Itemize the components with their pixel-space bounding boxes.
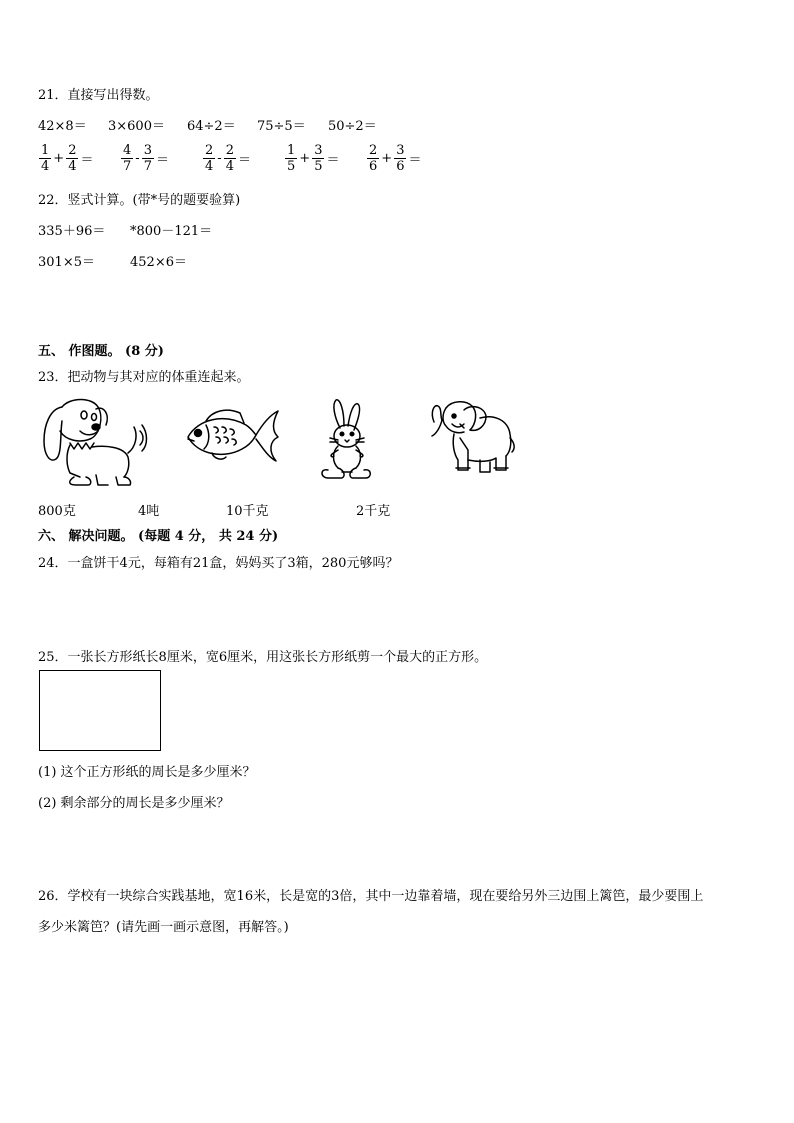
fraction: $\frac{2}{4}$ xyxy=(205,142,214,174)
operator: - xyxy=(217,150,222,166)
rabbit-icon xyxy=(316,398,376,480)
q21-expr-2: 3×600＝ xyxy=(108,119,165,134)
operator: + xyxy=(299,150,311,166)
dog-icon xyxy=(40,395,148,487)
q21-expr-4: 75÷5＝ xyxy=(257,119,306,134)
q22-title: 22．竖式计算。(带*号的题要验算) xyxy=(38,193,241,208)
fraction-expression xyxy=(202,140,252,176)
equals-sign: ＝ xyxy=(237,152,251,168)
weight-label: 800克 xyxy=(38,504,76,519)
operator: + xyxy=(381,150,393,166)
equals-sign: ＝ xyxy=(80,152,94,168)
q26-text-line-2: 多少米篱笆？(请先画一画示意图，再解答。) xyxy=(38,920,289,935)
q21-expr-1: 42×8＝ xyxy=(38,119,87,134)
q25-sub-question-1: (1) 这个正方形纸的周长是多少厘米？ xyxy=(38,765,256,780)
q23-title: 23．把动物与其对应的体重连起来。 xyxy=(38,370,250,385)
operator: - xyxy=(135,150,140,166)
q25-sub-question-2: (2) 剩余部分的周长是多少厘米？ xyxy=(38,796,230,811)
q21-expr-3: 64÷2＝ xyxy=(187,119,236,134)
fraction: $\frac{3}{6}$ xyxy=(396,142,405,174)
weight-label: 4吨 xyxy=(138,504,160,519)
section-5-heading: 五、 作图题。 (8 分) xyxy=(38,344,164,359)
fraction: $\frac{1}{4}$ xyxy=(41,142,50,174)
fraction: $\frac{2}{6}$ xyxy=(369,142,378,174)
rectangle-paper-figure xyxy=(39,670,161,751)
equals-sign: ＝ xyxy=(326,152,340,168)
q26-text-line-1: 26．学校有一块综合实践基地，宽16米，长是宽的3倍，其中一边靠着墙，现在要给另外三边围上篱笆，最少要围上 xyxy=(38,889,704,904)
fraction: $\frac{1}{5}$ xyxy=(287,142,296,174)
q24-text: 24．一盒饼干4元，每箱有21盒，妈妈买了3箱，280元够吗？ xyxy=(38,556,399,571)
elephant-icon xyxy=(424,398,516,478)
fraction: $\frac{3}{7}$ xyxy=(143,142,152,174)
q25-text: 25．一张长方形纸长8厘米，宽6厘米，用这张长方形纸剪一个最大的正方形。 xyxy=(38,650,488,665)
q22-expr-4: 452×6＝ xyxy=(130,255,187,270)
q22-expr-3: 301×5＝ xyxy=(38,255,95,270)
fish-icon xyxy=(184,405,280,465)
section-6-heading: 六、 解决问题。 (每题 4 分， 共 24 分) xyxy=(38,529,279,544)
equals-sign: ＝ xyxy=(408,152,422,168)
fraction-expression xyxy=(366,140,422,176)
fraction: $\frac{3}{5}$ xyxy=(314,142,323,174)
fraction-expression xyxy=(120,140,170,176)
q22-expr-2: *800－121＝ xyxy=(130,224,213,239)
weight-label: 10千克 xyxy=(226,504,269,519)
q21-title: 21．直接写出得数。 xyxy=(38,88,159,103)
fraction: $\frac{2}{4}$ xyxy=(225,142,234,174)
fraction: $\frac{4}{7}$ xyxy=(123,142,132,174)
weight-label: 2千克 xyxy=(356,504,391,519)
q21-expr-5: 50÷2＝ xyxy=(328,119,377,134)
equals-sign: ＝ xyxy=(155,152,169,168)
q22-expr-1: 335＋96＝ xyxy=(38,224,106,239)
fraction: $\frac{2}{4}$ xyxy=(68,142,77,174)
fraction-expression xyxy=(38,140,94,176)
operator: + xyxy=(53,150,65,166)
fraction-expression xyxy=(284,140,340,176)
